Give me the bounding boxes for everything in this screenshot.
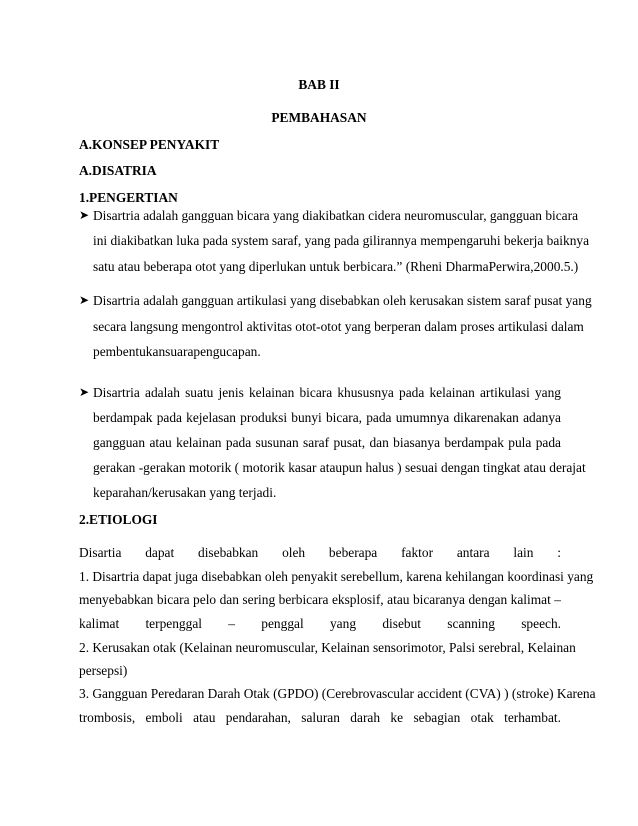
arrow-bullet-icon: ➤ xyxy=(79,385,90,399)
bullet-line: Disartria adalah suatu jenis kelainan bicara khususnya pada kelainan artikulasi yang xyxy=(93,385,561,400)
bullet-line: keparahan/kerusakan yang terjadi. xyxy=(93,485,277,500)
etiologi-line: trombosis, emboli atau pendarahan, saluran darah ke sebagian otak terhambat. xyxy=(79,710,561,725)
etiologi-line: 2. Kerusakan otak (Kelainan neuromuscular, Kelainan sensorimotor, Palsi serebral, Kelainan xyxy=(79,640,576,655)
bullet-line: gerakan -gerakan motorik ( motorik kasar ataupun halus ) sesuai dengan tingkat atau derajat xyxy=(93,460,586,475)
etiologi-line: menyebabkan bicara pelo dan sering berbicara eksplosif, atau bicaranya dengan kalimat – xyxy=(79,592,561,607)
arrow-bullet-icon: ➤ xyxy=(79,293,90,307)
etiologi-line: Disartia dapat disebabkan oleh beberapa faktor antara lain : xyxy=(79,545,561,560)
bullet-line: Disartria adalah gangguan artikulasi yang disebabkan oleh kerusakan sistem saraf pusat yang xyxy=(93,293,592,308)
etiologi-line: 3. Gangguan Peredaran Darah Otak (GPDO) (Cerebrovascular accident (CVA) ) (stroke) Karena xyxy=(79,686,596,701)
bullet-line: gangguan atau kelainan pada susunan saraf pusat, dan biasanya berdampak pula pada xyxy=(93,435,561,450)
heading-disatria: A.DISATRIA xyxy=(79,163,157,178)
chapter-subtitle: PEMBAHASAN xyxy=(271,110,367,125)
heading-etiologi: 2.ETIOLOGI xyxy=(79,512,158,527)
bullet-line: berdampak pada kejelasan produksi bunyi bicara, pada umumnya dikarenakan adanya xyxy=(93,410,561,425)
chapter-title: BAB II xyxy=(298,77,340,92)
bullet-line: satu atau beberapa otot yang diperlukan untuk berbicara.” (Rheni DharmaPerwira,2000.5.) xyxy=(93,259,579,274)
bullet-line: Disartria adalah gangguan bicara yang diakibatkan cidera neuromuscular, gangguan bicara xyxy=(93,208,579,223)
arrow-bullet-icon: ➤ xyxy=(79,208,90,222)
bullet-line: ini diakibatkan luka pada system saraf, yang pada gilirannya mempengaruhi bekerja baiknya xyxy=(93,233,590,248)
etiologi-line: kalimat terpenggal – penggal yang disebut scanning speech. xyxy=(79,616,561,631)
etiologi-line: 1. Disartria dapat juga disebabkan oleh penyakit serebellum, karena kehilangan koordinasi yang xyxy=(79,569,594,584)
bullet-line: secara langsung mengontrol aktivitas otot-otot yang berperan dalam proses artikulasi dalam xyxy=(93,319,584,334)
bullet-line: pembentukansuarapengucapan. xyxy=(93,344,261,359)
heading-konsep: A.KONSEP PENYAKIT xyxy=(79,137,220,152)
heading-pengertian: 1.PENGERTIAN xyxy=(79,190,178,205)
etiologi-line: persepsi) xyxy=(79,663,128,678)
